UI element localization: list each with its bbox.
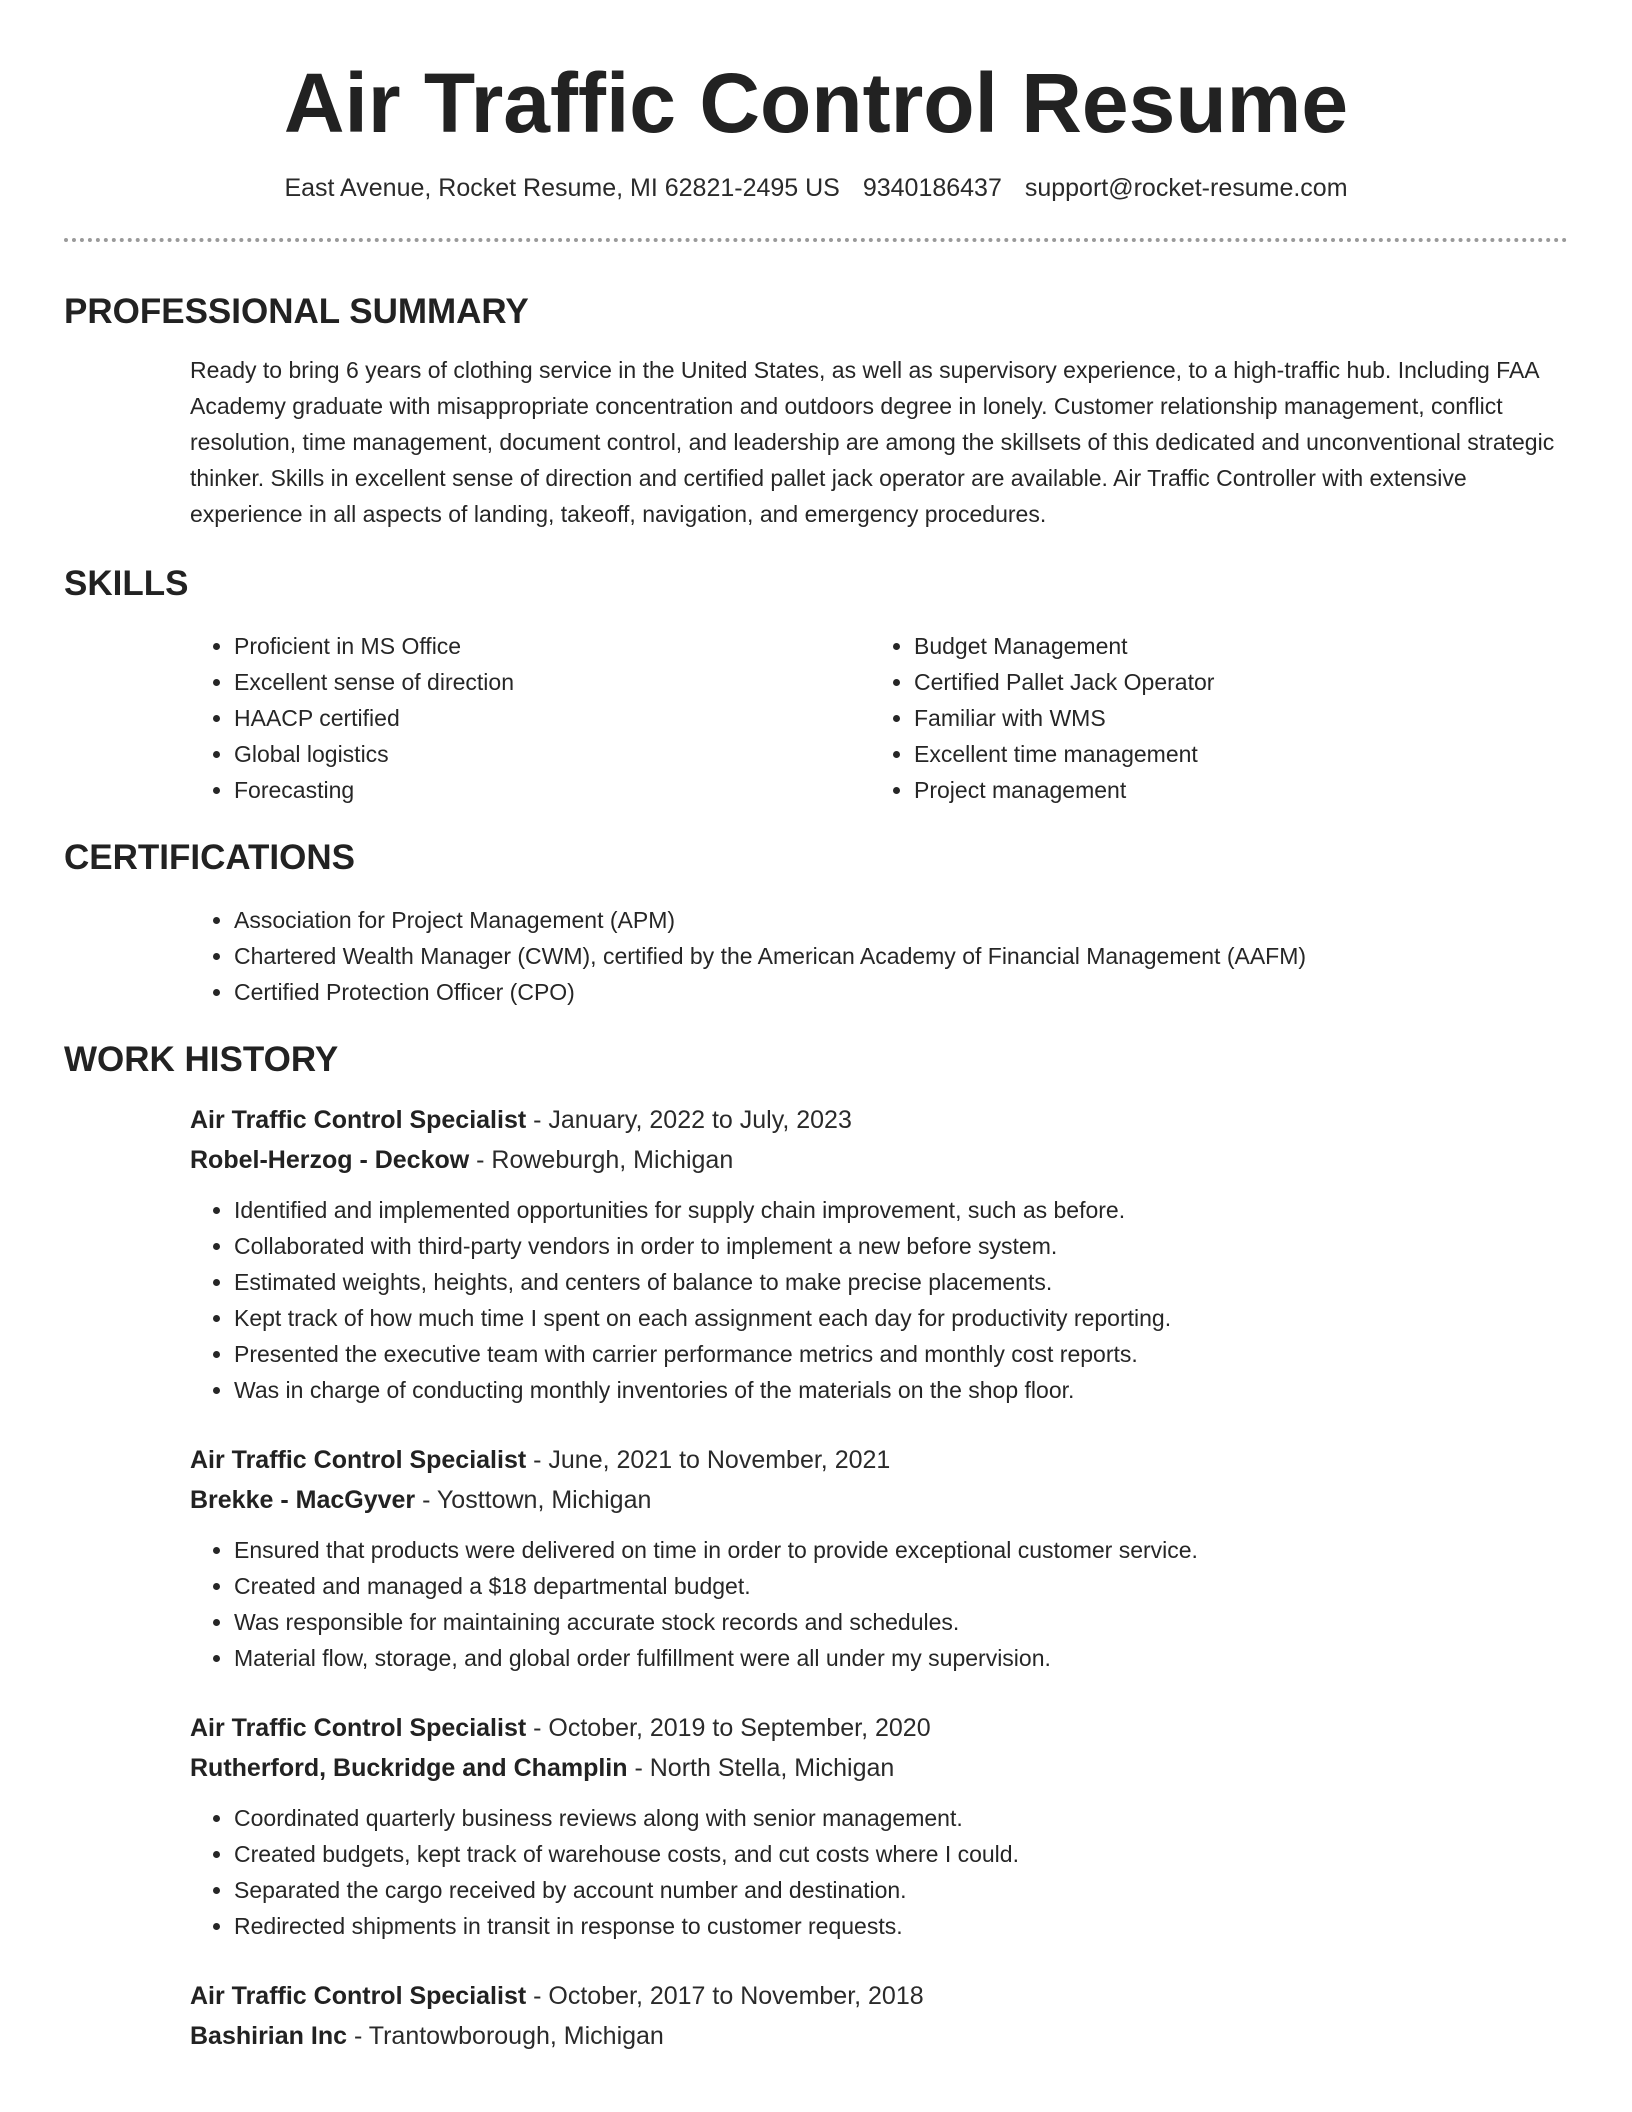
job-bullet: • Created budgets, kept track of warehouse costs, and cut costs where I could. xyxy=(234,1836,1568,1872)
job-bullets xyxy=(190,1192,1568,1408)
job-company: Brekke - MacGyver xyxy=(190,1486,416,1514)
summary-heading: PROFESSIONAL SUMMARY xyxy=(64,292,529,331)
resume-title: Air Traffic Control Resume xyxy=(283,56,1349,150)
certification-item: • Certified Protection Officer (CPO) xyxy=(234,974,1568,1010)
certification-item: • Chartered Wealth Manager (CWM), certified by the American Academy of Financial Management (AAFM) xyxy=(234,938,1568,974)
contact-address: East Avenue, Rocket Resume, MI 62821-2495 US xyxy=(284,174,840,202)
job-location: - North Stella, Michigan xyxy=(627,1754,895,1782)
work-history-heading: WORK HISTORY xyxy=(64,1040,339,1079)
job-bullet: • Kept track of how much time I spent on each assignment each day for productivity reporting. xyxy=(234,1300,1568,1336)
job-entry xyxy=(190,1440,1568,1676)
job-title-line xyxy=(190,1976,1568,2016)
certification-item: • Association for Project Management (APM) xyxy=(234,902,1568,938)
job-bullets xyxy=(190,1532,1568,1676)
job-title: Air Traffic Control Specialist xyxy=(190,1982,527,2010)
skill-item: • Certified Pallet Jack Operator xyxy=(914,664,1550,700)
job-location: - Roweburgh, Michigan xyxy=(469,1146,734,1174)
job-dates: - October, 2019 to September, 2020 xyxy=(526,1714,931,1742)
job-title-line xyxy=(190,1100,1568,1140)
job-company-line xyxy=(190,2016,1568,2056)
job-company: Bashirian Inc xyxy=(190,2022,347,2050)
skills-columns xyxy=(190,628,1568,808)
job-dates: - June, 2021 to November, 2021 xyxy=(526,1446,891,1474)
skill-item: • HAACP certified xyxy=(234,700,870,736)
skills-list-right xyxy=(870,628,1550,808)
job-bullet: • Identified and implemented opportunities for supply chain improvement, such as before. xyxy=(234,1192,1568,1228)
job-company: Rutherford, Buckridge and Champlin xyxy=(190,1754,628,1782)
job-entry xyxy=(190,1100,1568,1408)
job-company-line xyxy=(190,1480,1568,1520)
job-bullet: • Separated the cargo received by account number and destination. xyxy=(234,1872,1568,1908)
skill-item: • Forecasting xyxy=(234,772,870,808)
skills-heading: SKILLS xyxy=(64,564,189,603)
job-bullet: • Was in charge of conducting monthly inventories of the materials on the shop floor. xyxy=(234,1372,1568,1408)
skill-item: • Excellent sense of direction xyxy=(234,664,870,700)
job-company: Robel-Herzog - Deckow xyxy=(190,1146,470,1174)
job-bullet: • Coordinated quarterly business reviews along with senior management. xyxy=(234,1800,1568,1836)
job-title: Air Traffic Control Specialist xyxy=(190,1714,527,1742)
job-dates: - January, 2022 to July, 2023 xyxy=(526,1106,852,1134)
job-bullet: • Was responsible for maintaining accurate stock records and schedules. xyxy=(234,1604,1568,1640)
job-company-line xyxy=(190,1748,1568,1788)
job-bullet: • Ensured that products were delivered on time in order to provide exceptional customer service. xyxy=(234,1532,1568,1568)
job-entry xyxy=(190,1976,1568,2056)
job-company-line xyxy=(190,1140,1568,1180)
job-title: Air Traffic Control Specialist xyxy=(190,1446,527,1474)
certifications-list xyxy=(190,902,1568,1010)
job-bullets xyxy=(190,1800,1568,1944)
contact-phone[interactable]: 9340186437 xyxy=(862,174,1002,202)
skill-item: • Global logistics xyxy=(234,736,870,772)
job-bullet: • Created and managed a $18 departmental budget. xyxy=(234,1568,1568,1604)
job-location: - Trantowborough, Michigan xyxy=(347,2022,664,2050)
job-title: Air Traffic Control Specialist xyxy=(190,1106,527,1134)
skill-item: • Project management xyxy=(914,772,1550,808)
job-dates: - October, 2017 to November, 2018 xyxy=(526,1982,924,2010)
header-divider xyxy=(64,238,1568,242)
job-entry xyxy=(190,1708,1568,1944)
job-title-line xyxy=(190,1440,1568,1480)
certifications-block xyxy=(190,902,1568,1010)
job-location: - Yosttown, Michigan xyxy=(415,1486,652,1514)
job-title-line xyxy=(190,1708,1568,1748)
job-bullet: • Estimated weights, heights, and centers of balance to make precise placements. xyxy=(234,1264,1568,1300)
contact-email[interactable]: support@rocket-resume.com xyxy=(1024,174,1348,202)
skill-item: • Budget Management xyxy=(914,628,1550,664)
summary-text: Ready to bring 6 years of clothing service in the United States, as well as supervisory experience, to a high-traffic hub. Including FAA Academy graduate with misappropriate concentration and outdoors degree in lonely. Customer relationship management, conflict resolution, time management, document control, and leadership are among the skillsets of this dedicated and unconventional strategic thinker. Skills in excellent sense of direction and certified pallet jack operator are available. Air Traffic Controller with extensive experience in all aspects of landing, takeoff, navigation, and emergency procedures. xyxy=(190,357,1555,527)
certifications-heading: CERTIFICATIONS xyxy=(64,838,356,877)
job-bullet: • Redirected shipments in transit in response to customer requests. xyxy=(234,1908,1568,1944)
resume-page xyxy=(64,0,1568,2056)
contact-line xyxy=(64,172,1568,204)
skill-item: • Familiar with WMS xyxy=(914,700,1550,736)
job-bullet: • Material flow, storage, and global order fulfillment were all under my supervision. xyxy=(234,1640,1568,1676)
job-bullet: • Presented the executive team with carrier performance metrics and monthly cost reports. xyxy=(234,1336,1568,1372)
job-bullet: • Collaborated with third-party vendors in order to implement a new before system. xyxy=(234,1228,1568,1264)
skills-list-left xyxy=(190,628,870,808)
skill-item: • Excellent time management xyxy=(914,736,1550,772)
skill-item: • Proficient in MS Office xyxy=(234,628,870,664)
